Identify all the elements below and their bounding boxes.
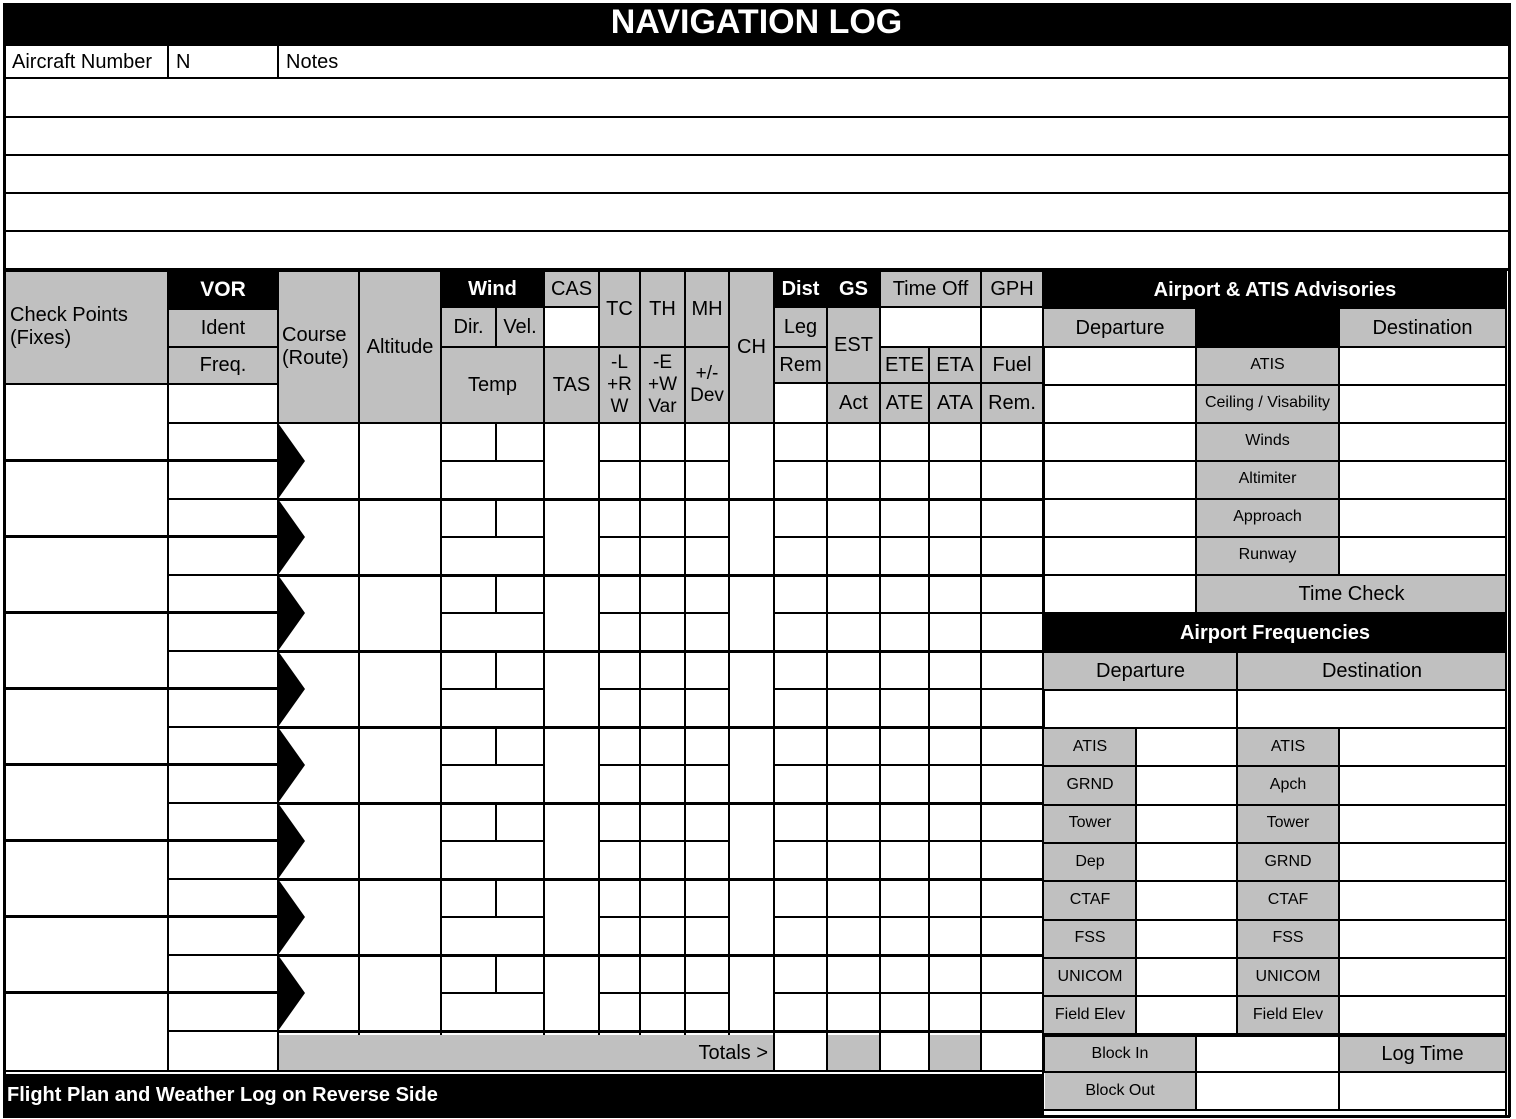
grid-line	[441, 306, 544, 308]
grid-line	[441, 992, 544, 994]
log-time-value[interactable]	[1340, 1073, 1505, 1109]
totals-eta-shaded	[929, 1035, 981, 1071]
frequencies-destination-header: Destination	[1238, 652, 1506, 690]
header-deviation: +/- Dev	[685, 347, 729, 423]
route-arrow-icon	[278, 575, 308, 651]
time-check-label: Time Check	[1197, 576, 1506, 613]
grid-line	[1043, 384, 1506, 386]
frequencies-title: Airport Frequencies	[1043, 614, 1507, 652]
route-arrow-icon	[278, 803, 308, 879]
header-ete: ETE	[880, 347, 929, 383]
atis-item-label: Altimiter	[1197, 461, 1338, 498]
atis-item-label: ATIS	[1197, 347, 1338, 384]
header-dist-rem: Rem	[774, 347, 827, 383]
departure-frequency-value[interactable]	[1137, 881, 1237, 919]
grid-line	[1043, 1109, 1506, 1111]
destination-frequency-value[interactable]	[1339, 958, 1506, 996]
grid-line	[495, 727, 497, 765]
grid-line	[1338, 1036, 1340, 1110]
block-out-value[interactable]	[1197, 1073, 1338, 1109]
aircraft-number-field[interactable]: N	[176, 50, 191, 73]
grid-line	[441, 612, 544, 614]
grid-line	[774, 916, 1043, 918]
departure-frequency-label: Tower	[1044, 805, 1136, 843]
destination-frequency-label: ATIS	[1238, 728, 1338, 766]
grid-line	[774, 382, 827, 384]
grid-line	[441, 536, 544, 538]
grid-line	[441, 460, 544, 462]
aircraft-number-label: Aircraft Number	[12, 50, 153, 73]
notes-line[interactable]	[6, 194, 1505, 230]
header-freq: Freq.	[168, 347, 278, 383]
grid-line	[1043, 995, 1506, 997]
header-ata: ATA	[929, 383, 981, 423]
grid-line	[774, 346, 827, 348]
grid-line	[3, 77, 1510, 79]
grid-line	[827, 306, 880, 308]
grid-line	[1043, 498, 1506, 500]
grid-line	[3, 268, 1510, 271]
atis-departure-value[interactable]	[1044, 423, 1196, 461]
grid-line	[168, 802, 278, 804]
atis-destination-value[interactable]	[1339, 461, 1506, 499]
grid-line	[441, 346, 544, 348]
header-wind-dir: Dir.	[441, 307, 496, 347]
header-temp: Temp	[441, 347, 544, 423]
totals-label: Totals >	[278, 1035, 774, 1071]
notes-line[interactable]	[6, 80, 1505, 116]
grid-line	[1043, 460, 1506, 462]
grid-line	[168, 498, 278, 500]
atis-destination-value[interactable]	[1339, 347, 1506, 385]
grid-line	[827, 382, 880, 384]
grid-line	[1043, 689, 1506, 691]
departure-frequency-label: FSS	[1044, 920, 1136, 958]
grid-line	[774, 536, 1043, 538]
atis-departure-value[interactable]	[1044, 537, 1196, 575]
grid-line	[441, 916, 544, 918]
grid-line	[3, 230, 1510, 232]
destination-frequency-value[interactable]	[1339, 843, 1506, 881]
grid-line	[1043, 727, 1506, 729]
grid-line	[1043, 1035, 1506, 1037]
departure-frequency-value[interactable]	[1137, 996, 1237, 1034]
atis-center-header	[1196, 309, 1339, 347]
grid-line	[358, 271, 360, 1035]
header-tas: TAS	[544, 347, 599, 423]
grid-line	[495, 955, 497, 993]
header-variation: -E +W Var	[640, 347, 685, 423]
grid-line	[168, 574, 278, 576]
grid-line	[1195, 309, 1197, 614]
header-ch: CH	[729, 271, 774, 423]
grid-line	[3, 43, 1510, 46]
grid-line	[6, 915, 278, 918]
grid-line	[728, 271, 730, 1035]
grid-line	[440, 271, 442, 1035]
grid-line	[599, 840, 729, 842]
grid-line	[167, 271, 169, 1071]
header-th: TH	[640, 271, 685, 347]
grid-line	[1043, 1071, 1506, 1073]
grid-line	[6, 991, 278, 994]
block-in-value[interactable]	[1197, 1037, 1338, 1071]
grid-line	[441, 840, 544, 842]
grid-line	[880, 346, 1043, 348]
grid-line	[879, 271, 881, 1071]
header-time-off: Time Off	[880, 271, 981, 307]
route-arrow-icon	[278, 423, 308, 499]
time-off-value-box[interactable]	[880, 307, 981, 347]
destination-frequency-label: FSS	[1238, 920, 1338, 958]
grid-line	[168, 308, 278, 310]
atis-departure-value[interactable]	[1044, 461, 1196, 499]
notes-label: Notes	[286, 50, 339, 73]
departure-frequency-label: ATIS	[1044, 728, 1136, 766]
grid-line	[774, 992, 1043, 994]
header-ident: Ident	[168, 309, 278, 347]
grid-line	[6, 1070, 1043, 1072]
grid-line	[980, 271, 982, 1071]
grid-line	[1338, 309, 1340, 576]
departure-airport-field[interactable]	[1044, 690, 1237, 728]
header-dist: Dist	[774, 271, 827, 307]
notes-line[interactable]	[6, 232, 1505, 268]
grid-line	[1043, 346, 1506, 348]
grid-line	[1043, 804, 1506, 806]
header-eta: ETA	[929, 347, 981, 383]
route-arrow-icon	[278, 879, 308, 955]
grid-line	[6, 535, 278, 538]
totals-gs-shaded	[827, 1035, 880, 1071]
grid-line	[3, 192, 1510, 194]
grid-line	[639, 271, 641, 1035]
grid-line	[599, 612, 729, 614]
header-vor: VOR	[168, 271, 278, 309]
grid-line	[774, 460, 1043, 462]
header-wind-correction: -L +R W	[599, 347, 640, 423]
departure-frequency-value[interactable]	[1137, 766, 1237, 804]
grid-line	[495, 423, 497, 461]
atis-item-label: Runway	[1197, 537, 1338, 574]
grid-line	[599, 916, 729, 918]
header-altitude: Altitude	[359, 271, 441, 423]
destination-frequency-value[interactable]	[1339, 920, 1506, 958]
atis-destination-value[interactable]	[1339, 537, 1506, 575]
grid-line	[495, 575, 497, 613]
grid-line	[168, 422, 278, 424]
header-dist-leg: Leg	[774, 307, 827, 347]
atis-departure-value[interactable]	[1044, 385, 1196, 423]
grid-line	[1338, 728, 1340, 1035]
grid-line	[1043, 880, 1506, 882]
grid-line	[3, 116, 1510, 118]
grid-line	[3, 1115, 1510, 1118]
header-mh: MH	[685, 271, 729, 347]
destination-frequency-label: UNICOM	[1238, 958, 1338, 996]
grid-line	[168, 1030, 278, 1032]
grid-line	[167, 44, 169, 78]
footer-note: Flight Plan and Weather Log on Reverse Side	[3, 1074, 1044, 1116]
grid-line	[544, 346, 599, 348]
grid-line	[441, 764, 544, 766]
atis-destination-value[interactable]	[1339, 423, 1506, 461]
grid-line	[544, 306, 599, 308]
departure-frequency-value[interactable]	[1137, 805, 1237, 843]
departure-frequency-label: Dep	[1044, 843, 1136, 881]
destination-frequency-label: Apch	[1238, 766, 1338, 804]
grid-line	[495, 803, 497, 841]
time-check-value[interactable]	[1044, 575, 1196, 613]
grid-line	[1043, 574, 1506, 576]
atis-destination-value[interactable]	[1339, 385, 1506, 423]
header-tc: TC	[599, 271, 640, 347]
grid-line	[495, 307, 497, 347]
page-title: NAVIGATION LOG	[3, 3, 1510, 43]
grid-line	[1236, 652, 1238, 1035]
grid-line	[928, 347, 930, 1071]
grid-line	[168, 954, 278, 956]
grid-line	[774, 688, 1043, 690]
grid-line	[495, 879, 497, 917]
grid-line	[599, 460, 729, 462]
header-fuel: Fuel	[981, 347, 1043, 383]
destination-airport-field[interactable]	[1238, 690, 1506, 728]
departure-frequency-value[interactable]	[1137, 920, 1237, 958]
header-wind: Wind	[441, 271, 544, 307]
grid-line	[543, 271, 545, 1035]
grid-line	[880, 306, 1043, 308]
departure-frequency-label: CTAF	[1044, 881, 1136, 919]
grid-line	[6, 687, 278, 690]
grid-line	[598, 271, 600, 1035]
notes-line[interactable]	[6, 118, 1505, 154]
destination-frequency-label: Tower	[1238, 805, 1338, 843]
grid-line	[684, 271, 686, 1035]
notes-line[interactable]	[6, 156, 1505, 192]
route-arrow-icon	[278, 651, 308, 727]
grid-line	[6, 763, 278, 766]
header-gs-act: Act	[827, 383, 880, 423]
departure-frequency-value[interactable]	[1137, 843, 1237, 881]
atis-item-label: Ceiling / Visability	[1197, 385, 1338, 422]
grid-line	[1042, 614, 1044, 1117]
grid-line	[599, 536, 729, 538]
header-fuel-rem: Rem.	[981, 383, 1043, 423]
grid-line	[773, 271, 775, 1071]
destination-frequency-label: GRND	[1238, 843, 1338, 881]
departure-frequency-value[interactable]	[1137, 728, 1237, 766]
grid-line	[1043, 919, 1506, 921]
grid-line	[1043, 651, 1506, 653]
header-check-points: Check Points (Fixes)	[6, 271, 167, 383]
grid-line	[1195, 1036, 1197, 1110]
grid-line	[599, 992, 729, 994]
grid-line	[441, 688, 544, 690]
departure-frequency-label: GRND	[1044, 766, 1136, 804]
grid-line	[495, 499, 497, 537]
grid-line	[599, 346, 729, 348]
header-course: Course (Route)	[278, 271, 359, 423]
block-out-label: Block Out	[1045, 1073, 1195, 1109]
departure-frequency-label: Field Elev	[1044, 996, 1136, 1034]
grid-line	[495, 651, 497, 689]
grid-line	[880, 382, 1043, 384]
atis-destination-header: Destination	[1339, 309, 1506, 347]
destination-frequency-value[interactable]	[1339, 805, 1506, 843]
grid-line	[1043, 422, 1506, 424]
grid-line	[774, 840, 1043, 842]
block-in-label: Block In	[1045, 1037, 1195, 1071]
atis-title: Airport & ATIS Advisories	[1043, 271, 1507, 309]
atis-item-label: Approach	[1197, 499, 1338, 536]
gph-value-box[interactable]	[981, 307, 1043, 347]
destination-frequency-label: Field Elev	[1238, 996, 1338, 1034]
grid-line	[277, 44, 279, 78]
grid-line	[774, 764, 1043, 766]
route-arrow-icon	[278, 955, 308, 1031]
destination-frequency-value[interactable]	[1339, 766, 1506, 804]
grid-line	[168, 878, 278, 880]
atis-destination-value[interactable]	[1339, 499, 1506, 537]
grid-line	[3, 3, 6, 1117]
grid-line	[6, 383, 278, 385]
grid-line	[774, 612, 1043, 614]
grid-line	[1043, 957, 1506, 959]
header-gs: GS	[827, 271, 880, 307]
header-wind-vel: Vel.	[496, 307, 544, 347]
cas-value-box[interactable]	[544, 307, 599, 347]
destination-frequency-value[interactable]	[1339, 728, 1506, 766]
grid-line	[6, 839, 278, 842]
departure-frequency-value[interactable]	[1137, 958, 1237, 996]
grid-line	[168, 726, 278, 728]
grid-line	[1043, 842, 1506, 844]
header-gs-est: EST	[827, 307, 880, 383]
grid-line	[168, 650, 278, 652]
atis-departure-header: Departure	[1044, 309, 1196, 347]
atis-item-label: Winds	[1197, 423, 1338, 460]
log-time-label: Log Time	[1340, 1037, 1505, 1071]
grid-line	[599, 688, 729, 690]
atis-departure-value[interactable]	[1044, 499, 1196, 537]
grid-line	[6, 459, 278, 462]
grid-line	[168, 346, 278, 348]
grid-line	[3, 154, 1510, 156]
destination-frequency-label: CTAF	[1238, 881, 1338, 919]
atis-departure-value[interactable]	[1044, 347, 1196, 385]
route-arrow-icon	[278, 499, 308, 575]
route-arrow-icon	[278, 727, 308, 803]
frequencies-departure-header: Departure	[1044, 652, 1237, 690]
destination-frequency-value[interactable]	[1339, 996, 1506, 1034]
grid-line	[1043, 536, 1506, 538]
grid-line	[774, 306, 827, 308]
header-ate: ATE	[880, 383, 929, 423]
destination-frequency-value[interactable]	[1339, 881, 1506, 919]
header-gph: GPH	[981, 271, 1043, 307]
header-cas: CAS	[544, 271, 599, 307]
grid-line	[1508, 3, 1511, 1117]
grid-line	[1135, 728, 1137, 1035]
grid-line	[826, 271, 828, 1071]
grid-line	[6, 611, 278, 614]
grid-line	[1043, 765, 1506, 767]
departure-frequency-label: UNICOM	[1044, 958, 1136, 996]
grid-line	[599, 764, 729, 766]
